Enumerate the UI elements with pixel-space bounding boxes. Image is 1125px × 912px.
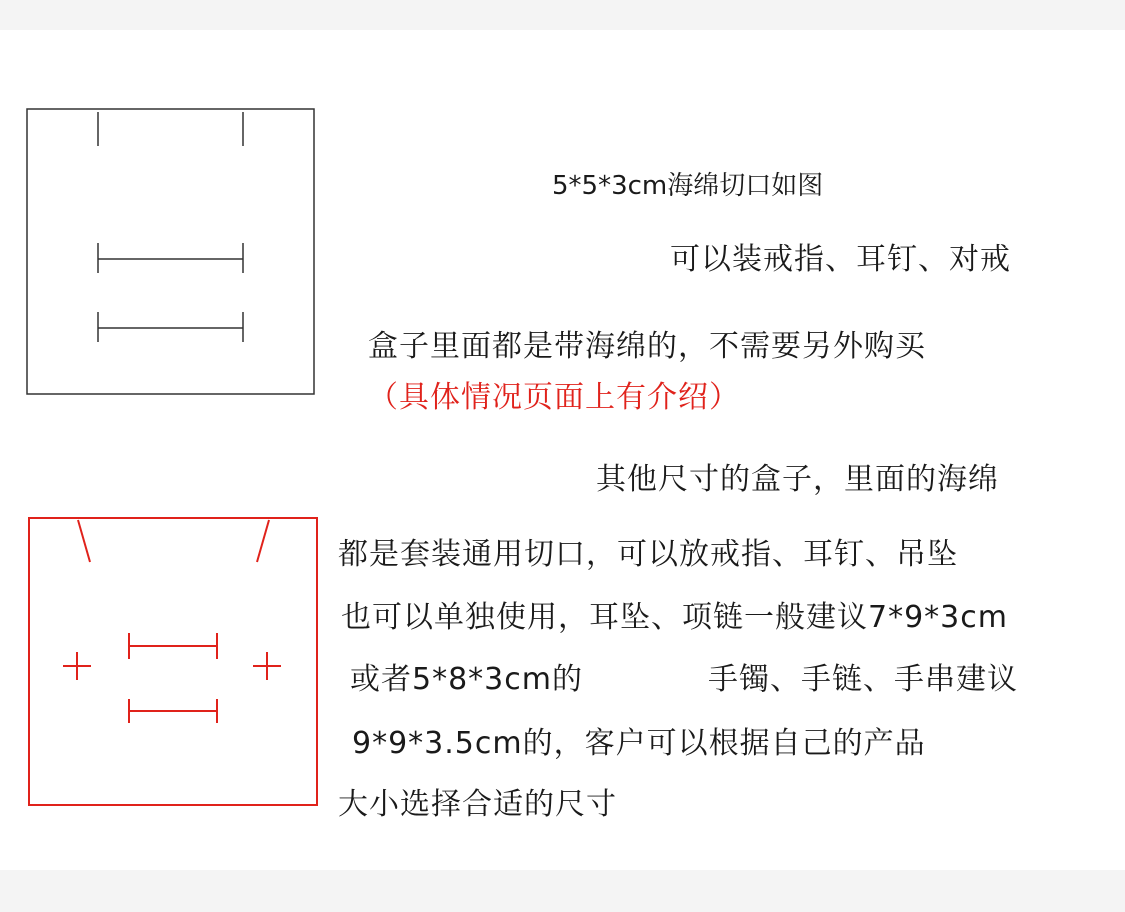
- details-note: （具体情况页面上有介绍）: [368, 380, 740, 415]
- other-sizes-line4a: 或者5*8*3cm的: [350, 662, 583, 697]
- top-uses: 可以装戒指、耳钉、对戒: [670, 242, 1011, 277]
- other-sizes-line5: 9*9*3.5cm的，客户可以根据自己的产品: [352, 726, 926, 761]
- top-caption: 5*5*3cm海绵切口如图: [552, 171, 824, 201]
- slit-right-diagonal: [257, 520, 269, 562]
- slit-upper-horizontal: [129, 633, 217, 659]
- sponge-cut-diagram-set: [28, 516, 320, 808]
- slit-lower-horizontal: [98, 312, 243, 342]
- sponge-outline: [27, 109, 314, 394]
- sponge-outline: [29, 518, 317, 805]
- sponge-cut-diagram-5x5: [26, 108, 316, 398]
- slit-left-cross: [63, 652, 91, 680]
- slit-right-cross: [253, 652, 281, 680]
- other-sizes-line2: 都是套装通用切口，可以放戒指、耳钉、吊坠: [338, 537, 958, 572]
- slit-left-diagonal: [78, 520, 90, 562]
- other-sizes-line3: 也可以单独使用，耳坠、项链一般建议7*9*3cm: [341, 600, 1008, 635]
- other-sizes-line4b: 手镯、手链、手串建议: [708, 662, 1018, 697]
- other-sizes-line6: 大小选择合适的尺寸: [338, 787, 617, 822]
- other-sizes-line1: 其他尺寸的盒子，里面的海绵: [596, 462, 999, 497]
- sponge-included-note: 盒子里面都是带海绵的，不需要另外购买: [368, 329, 926, 364]
- slit-upper-horizontal: [98, 243, 243, 273]
- slit-lower-horizontal: [129, 699, 217, 723]
